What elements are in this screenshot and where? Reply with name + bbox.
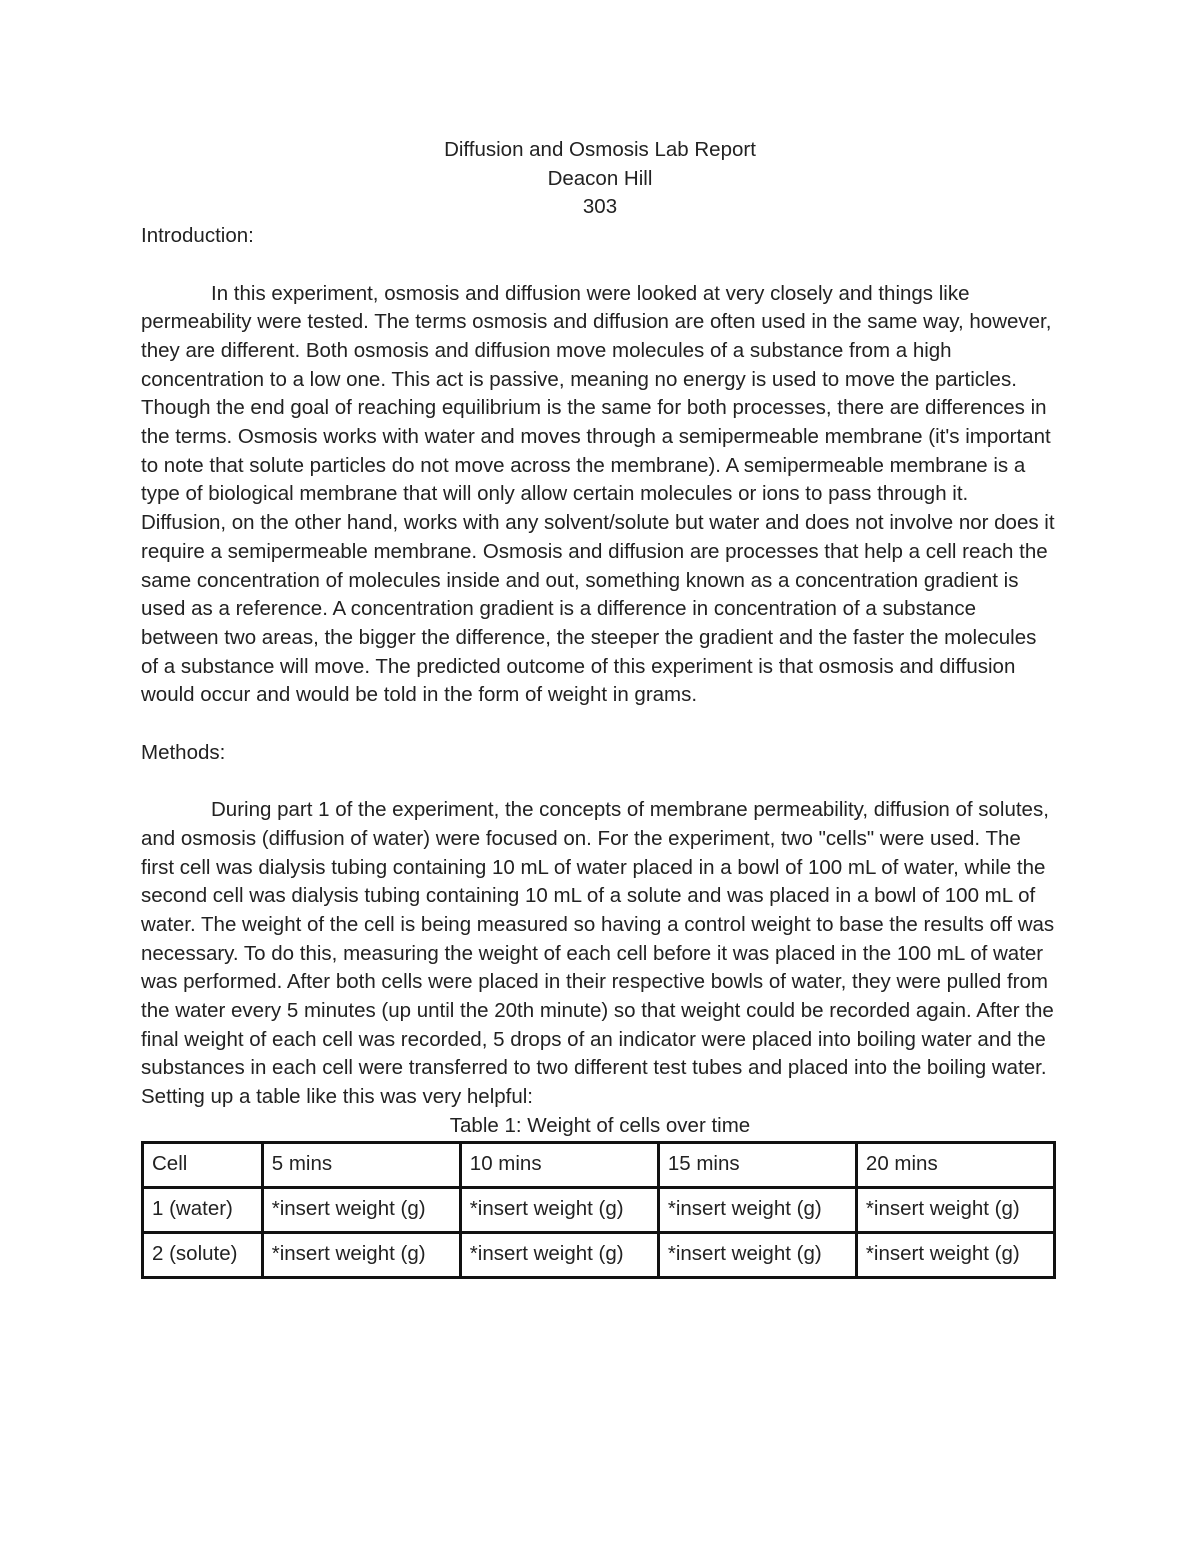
- introduction-paragraph: In this experiment, osmosis and diffusion were looked at very closely and things like permeability were tested. The terms osmosis and diffusion are often used in the same way, however, they are different. Both osmosis and diffusion move molecules of a substance from a high concentration to a low one. This act is passive, meaning no energy is used to move the particles. Though the end goal of reaching equilibrium is the same for both processes, there are differences in the terms. Osmosis works with water and moves through a semipermeable membrane (it's important to note that solute particles do not move across the membrane). A semipermeable membrane is a type of biological membrane that will only allow certain molecules or ions to pass through it. Diffusion, on the other hand, works with any solvent/solute but water and does not involve nor does it require a semipermeable membrane. Osmosis and diffusion are processes that help a cell reach the same concentration of molecules inside and out, something known as a concentration gradient is used as a reference. A concentration gradient is a difference in concentration of a substance between two areas, the bigger the difference, the steeper the gradient and the faster the molecules of a substance will move. The predicted outcome of this experiment is that osmosis and diffusion would occur and would be told in the form of weight in grams.: [141, 281, 1055, 707]
- spacer: [141, 251, 1059, 280]
- table-cell: *insert weight (g): [460, 1232, 658, 1277]
- document-title: Diffusion and Osmosis Lab Report: [444, 138, 756, 161]
- table-cell: *insert weight (g): [856, 1187, 1054, 1232]
- table-cell: 2 (solute): [143, 1232, 263, 1277]
- table-caption: Table 1: Weight of cells over time: [449, 1113, 751, 1137]
- table-header-cell: 15 mins: [658, 1142, 856, 1187]
- spacer: [141, 767, 1059, 796]
- table-cell: *insert weight (g): [658, 1187, 856, 1232]
- table-cell: 1 (water): [143, 1187, 263, 1232]
- introduction-heading: Introduction:: [141, 224, 254, 248]
- table-cell: *insert weight (g): [262, 1187, 460, 1232]
- table-header-row: [143, 1142, 1055, 1187]
- table-header-cell: Cell: [143, 1142, 263, 1187]
- methods-paragraph: During part 1 of the experiment, the concepts of membrane permeability, diffusion of solutes, and osmosis (diffusion of water) were focused on. For the experiment, two "cells" were used. The first cell was dialysis tubing containing 10 mL of water placed in a bowl of 100 mL of water, while the second cell was dialysis tubing containing 10 mL of a solute and was placed in a bowl of 100 mL of water. The weight of the cell is being measured so having a control weight to base the results off was necessary. To do this, measuring the weight of each cell before it was placed in the 100 mL of water was performed. After both cells were placed in their respective bowls of water, they were pulled from the water every 5 minutes (up until the 20th minute) so that weight could be recorded again. After the final weight of each cell was recorded, 5 drops of an indicator were placed into boiling water and the substances in each cell were transferred to two different test tubes and placed into the boiling water. Setting up a table like this was very helpful:: [141, 798, 1055, 1109]
- table-cell: *insert weight (g): [658, 1232, 856, 1277]
- document-header: [141, 136, 1059, 222]
- table-row: [143, 1187, 1055, 1232]
- table-header-cell: 20 mins: [856, 1142, 1054, 1187]
- methods-heading: Methods:: [141, 740, 226, 764]
- spacer: [141, 710, 1059, 739]
- table-cell: *insert weight (g): [856, 1232, 1054, 1277]
- table-cell: *insert weight (g): [460, 1187, 658, 1232]
- weights-table: [141, 1141, 1056, 1279]
- section-number: 303: [582, 195, 618, 219]
- table-cell: *insert weight (g): [262, 1232, 460, 1277]
- document-page: [141, 136, 1059, 1279]
- table-header-cell: 5 mins: [262, 1142, 460, 1187]
- author-name: Deacon Hill: [547, 166, 653, 190]
- table-row: [143, 1232, 1055, 1277]
- table-header-cell: 10 mins: [460, 1142, 658, 1187]
